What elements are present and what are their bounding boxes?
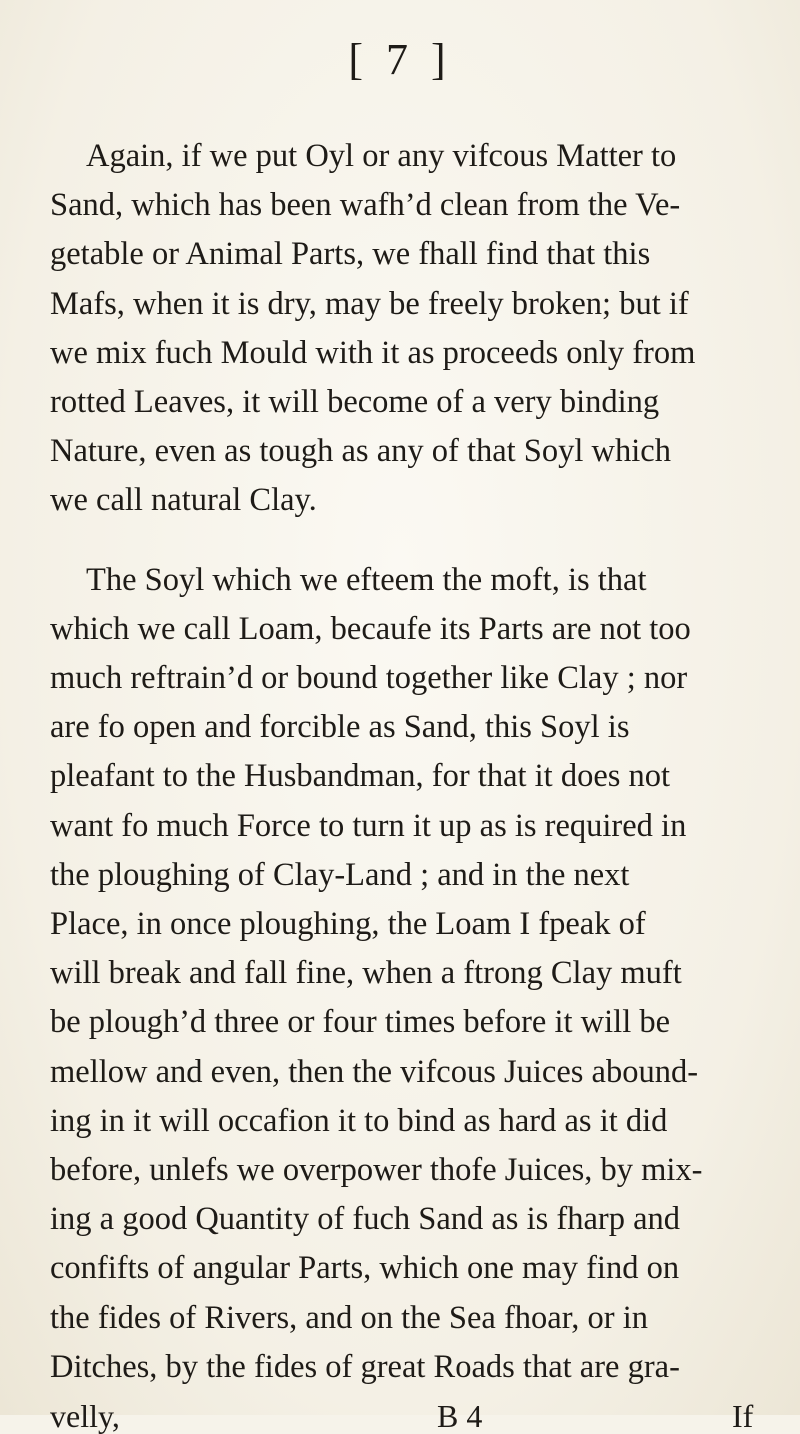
- text-line: getable or Animal Parts, we fhall find that this: [50, 236, 651, 272]
- text-line: pleafant to the Husbandman, for that it does not: [50, 758, 671, 794]
- text-line: Mafs, when it is dry, may be freely broken; but if: [50, 286, 689, 322]
- text-line: much reftrain’d or bound together like Clay ; nor: [50, 660, 688, 696]
- text-line: Again, if we put Oyl or any vifcous Matter to: [86, 138, 677, 174]
- text-line: Sand, which has been wafh’d clean from the Ve-: [50, 187, 681, 223]
- signature-mark: B 4: [437, 1398, 483, 1434]
- text-line: will break and fall fine, when a ftrong Clay muft: [50, 955, 682, 991]
- text-line: ing in it will occafion it to bind as hard as it did: [50, 1103, 668, 1139]
- text-line: the fides of Rivers, and on the Sea fhoar, or in: [50, 1300, 648, 1336]
- text-line: want fo much Force to turn it up as is required in: [50, 808, 687, 844]
- text-line: Ditches, by the fides of great Roads that are gra-: [50, 1349, 680, 1385]
- catchword-left: velly,: [50, 1398, 120, 1434]
- text-line: confifts of angular Parts, which one may find on: [50, 1250, 680, 1286]
- text-line: be plough’d three or four times before it will be: [50, 1004, 671, 1040]
- text-line: the ploughing of Clay-Land ; and in the next: [50, 857, 630, 893]
- text-line: ing a good Quantity of fuch Sand as is fharp and: [50, 1201, 681, 1237]
- text-line: we call natural Clay.: [50, 482, 317, 518]
- text-line: we mix fuch Mould with it as proceeds only from: [50, 335, 696, 371]
- text-line: are fo open and forcible as Sand, this Soyl is: [50, 709, 630, 745]
- text-line: Nature, even as tough as any of that Soyl which: [50, 433, 671, 469]
- text-line: which we call Loam, becaufe its Parts are not too: [50, 611, 691, 647]
- text-line: before, unlefs we overpower thofe Juices, by mix-: [50, 1152, 703, 1188]
- catchword-right: If: [732, 1398, 754, 1434]
- page-number: [ 7 ]: [348, 35, 452, 84]
- text-line: The Soyl which we efteem the moft, is that: [86, 562, 647, 598]
- text-line: Place, in once ploughing, the Loam I fpeak of: [50, 906, 646, 942]
- text-line: rotted Leaves, it will become of a very binding: [50, 384, 660, 420]
- text-line: mellow and even, then the vifcous Juices abound-: [50, 1054, 699, 1090]
